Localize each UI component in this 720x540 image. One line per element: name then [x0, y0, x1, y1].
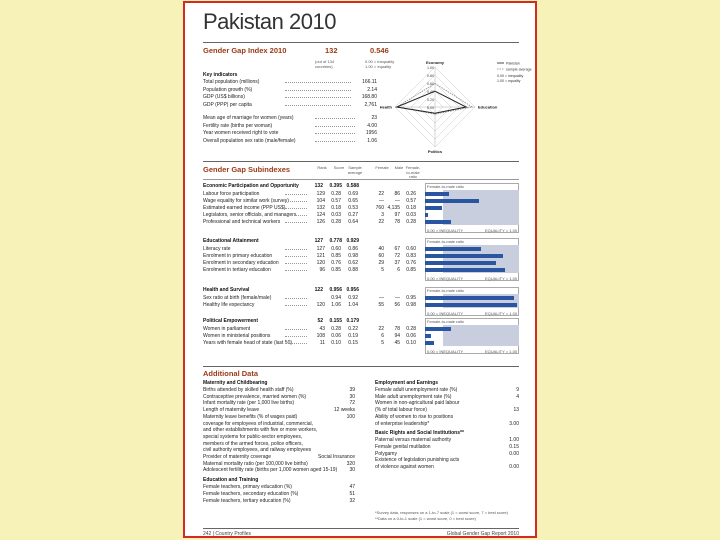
additional-row-value: 0.00: [509, 464, 519, 470]
subindex-cell-ratio: 0.28: [406, 326, 416, 332]
radar-tick-label: 0.80: [427, 74, 434, 78]
footnote-survey: *Survey data, responses on a 1-to-7 scale (1 = worst score, 7 = best score): [375, 510, 508, 515]
subindex-cell-m: 67: [394, 246, 400, 252]
key-indicator-value: 166.11: [362, 79, 377, 85]
subindex-group-name: Economic Participation and Opportunity: [203, 183, 299, 189]
subindex-cell-m: 56: [394, 302, 400, 308]
subindex-cell-m: 4,135: [387, 205, 400, 211]
subindex-cell-ratio: 0.57: [406, 198, 416, 204]
subindex-group-score: 0.155: [329, 318, 342, 324]
leader-dots: [285, 215, 307, 216]
subindex-group-rank: 127: [314, 238, 323, 244]
subindex-cell-ratio: 0.76: [406, 260, 416, 266]
subindex-row-label: Literacy rate: [203, 246, 231, 252]
chart-label: Female-to-male ratio: [427, 184, 464, 189]
additional-row-label: Maternal mortality ratio (per 100,000 live births): [203, 460, 308, 467]
equality-scale-left: 0.00 = INEQUALITY: [427, 275, 464, 281]
gender-gap-index-rank: 132: [325, 46, 338, 55]
subindex-row-label: Wage equality for similar work (survey): [203, 198, 289, 204]
subindex-group-score: 0.778: [329, 238, 342, 244]
chart-label: Female-to-male ratio: [427, 239, 464, 244]
subindex-cell-avg: 1.04: [348, 302, 358, 308]
subindex-cell-f: 29: [378, 260, 384, 266]
ratio-bar: [425, 192, 449, 196]
rank-subtitle: (out of 134 countries): [315, 59, 335, 69]
radar-axis-label: Economy: [425, 60, 445, 65]
subindex-row-label: Healthy life expectancy: [203, 302, 255, 308]
key-indicator-label: Fertility rate (births per woman): [203, 122, 273, 129]
additional-row-label: Women in non-agricultural paid labour: [375, 400, 460, 407]
legend-scale: 1.00 = equality: [497, 79, 521, 83]
subindex-cell-rank: 129: [316, 191, 325, 197]
subindex-cell-score: 0.28: [331, 326, 341, 332]
subindex-cell-avg: 0.15: [348, 340, 358, 346]
additional-row-label: Polygamy: [375, 450, 397, 457]
additional-row-label: civil authority employees, and railway employees: [203, 447, 312, 454]
leader-dots: [285, 249, 307, 250]
additional-row-label: Female teachers, secondary education (%): [203, 490, 299, 497]
subindex-column-header: Rank: [317, 165, 327, 170]
subindex-cell-m: —: [395, 295, 400, 301]
subindex-cell-ratio: 0.18: [406, 205, 416, 211]
additional-row-label: (% of total labour force): [375, 407, 427, 414]
subindex-cell-avg: 0.53: [348, 205, 358, 211]
subindex-row-label: Labour force participation: [203, 191, 260, 197]
additional-row-value: 320: [346, 460, 355, 467]
chart-track: [443, 190, 519, 225]
subindex-cell-rank: 132: [316, 205, 325, 211]
additional-row-value: 30: [349, 467, 355, 474]
subindex-group-rank: 52: [317, 318, 323, 324]
subindex-cell-rank: 104: [316, 198, 325, 204]
subindex-cell-m: 86: [394, 191, 400, 197]
additional-data-heading: Additional Data: [203, 369, 259, 378]
subindex-row-label: Sex ratio at birth (female/male): [203, 295, 272, 301]
key-indicator-label: Overall population sex ratio (male/female): [203, 137, 296, 144]
subindex-cell-score: 0.10: [331, 340, 341, 346]
subindex-cell-avg: 0.65: [348, 198, 358, 204]
key-indicator-label: GDP (US$ billions): [203, 94, 245, 100]
legend-entry: Pakistan: [506, 61, 520, 66]
leader-dots: [285, 222, 307, 223]
subindex-row-label: Estimated earned income (PPP US$): [203, 205, 286, 211]
radar-sample-average: [397, 83, 472, 114]
subindex-cell-ratio: 0.85: [406, 267, 416, 273]
ratio-bar: [425, 327, 451, 331]
subindex-row-label: Years with female head of state (last 50): [203, 340, 293, 346]
ratio-bar: [425, 199, 479, 203]
additional-section-heading: Basic Rights and Social Institutions**: [375, 430, 464, 437]
key-indicator-value: 1956: [365, 130, 377, 136]
ratio-bar: [425, 213, 428, 217]
additional-row-value: 1.00: [509, 437, 519, 444]
subindex-cell-avg: 0.22: [348, 326, 358, 332]
leader-dots: [285, 305, 307, 306]
leader-dots: [285, 194, 307, 195]
additional-section-heading: Employment and Earnings: [375, 380, 439, 386]
additional-row-value: 51: [349, 490, 355, 497]
score-subtitle: 0.00 = inequality 1.00 = equality: [365, 59, 395, 69]
subindex-cell-ratio: 0.10: [406, 340, 416, 346]
additional-row-label: coverage for employees of industrial, commercial,: [203, 420, 314, 427]
ratio-bar: [425, 303, 517, 307]
additional-row-value: 32: [349, 497, 355, 504]
subindex-cell-f: 40: [378, 246, 384, 252]
ratio-bar: [425, 268, 505, 272]
footer-right: Global Gender Gap Report 2010: [446, 531, 519, 537]
footer-rule: [203, 528, 519, 529]
subindex-cell-f: 5: [381, 267, 384, 273]
subindex-cell-m: 72: [394, 253, 400, 259]
subindex-cell-avg: 0.64: [348, 219, 358, 225]
additional-top-rule: [203, 366, 519, 367]
additional-row-label: Existence of legislation punishing acts: [375, 457, 460, 464]
subindex-cell-rank: 124: [316, 212, 325, 218]
key-indicator-value: 168.80: [361, 94, 377, 100]
additional-row-value: 9: [516, 387, 519, 393]
radar-axis-label: Health: [379, 104, 392, 110]
ratio-bar: [425, 334, 431, 338]
subindex-cell-rank: 108: [316, 333, 325, 339]
radar-tick-label: 0.60: [427, 82, 434, 86]
leader-dots: [285, 270, 307, 271]
footer-left: 242 | Country Profiles: [203, 531, 251, 537]
additional-row-label: Female teachers, tertiary education (%): [203, 497, 291, 504]
subindex-group-name: Educational Attainment: [203, 238, 259, 244]
subindex-cell-rank: 11: [319, 340, 325, 346]
subindex-cell-f: —: [379, 198, 384, 204]
subindex-cell-score: 0.28: [331, 219, 341, 225]
ratio-bar: [425, 261, 496, 265]
radar-tick-label: 0.40: [427, 90, 434, 94]
subindex-column-header: Male: [394, 165, 404, 170]
subindex-group-average: 0.588: [346, 183, 359, 189]
subindex-cell-f: 5: [381, 340, 384, 346]
subindex-row-label: Enrolment in primary education: [203, 253, 273, 259]
additional-row-label: Female adult unemployment rate (%): [375, 387, 458, 393]
subindex-cell-score: 0.60: [331, 246, 341, 252]
equality-scale-right: EQUALITY = 1.00: [485, 348, 518, 354]
subindex-cell-score: 0.76: [331, 260, 341, 266]
subindex-cell-score: 0.28: [331, 191, 341, 197]
legend-scale: 0.00 = inequality: [497, 74, 524, 78]
additional-row-label: special systems for public-sector employees,: [203, 433, 303, 440]
additional-row-label: Maternity leave benefits (% of wages paid): [203, 413, 298, 420]
subindex-cell-f: 22: [378, 191, 384, 197]
additional-row-value: 0.00: [509, 450, 519, 457]
key-indicator-label: Total population (millions): [203, 79, 260, 85]
page-title: Pakistan 2010: [203, 9, 336, 34]
subindex-cell-ratio: 0.28: [406, 219, 416, 225]
equality-scale-right: EQUALITY = 1.00: [485, 310, 518, 316]
key-indicator-label: GDP (PPP) per capita: [203, 101, 252, 108]
additional-row-label: Female genital mutilation: [375, 443, 431, 450]
additional-row-label: of enterprise leadership*: [375, 420, 430, 427]
subindex-cell-score: 0.06: [331, 333, 341, 339]
additional-row-label: Length of maternity leave: [203, 407, 260, 414]
subindex-column-header: Score: [333, 165, 345, 170]
equality-scale-left: 0.00 = INEQUALITY: [427, 310, 464, 316]
key-indicator-value: 2.14: [367, 86, 377, 93]
subindex-cell-rank: 120: [316, 260, 325, 266]
equality-scale-left: 0.00 = INEQUALITY: [427, 348, 464, 354]
equality-scale-right: EQUALITY = 1.00: [485, 275, 518, 281]
key-indicator-label: Population growth (%): [203, 86, 253, 93]
gender-gap-index-score: 0.546: [370, 46, 389, 55]
subindex-column-header: Female-to-male ratio: [405, 165, 421, 179]
radar-axis-label: Politics: [427, 149, 443, 154]
leader-dots: [285, 336, 307, 337]
subindex-cell-score: 0.18: [331, 205, 341, 211]
subindex-cell-m: 78: [394, 219, 400, 225]
subindex-cell-rank: 121: [316, 253, 325, 259]
subindex-row-label: Enrolment in secondary education: [203, 260, 279, 266]
key-indicator-label: Mean age of marriage for women (years): [203, 115, 294, 121]
leader-dots: [285, 208, 307, 209]
additional-row-value: Social Insurance: [318, 454, 355, 460]
additional-row-value: 4: [516, 393, 519, 400]
subindex-column-header: Female: [375, 165, 389, 170]
additional-row-value: 72: [349, 400, 355, 407]
additional-row-label: Paternal versus maternal authority: [375, 437, 452, 444]
additional-row-label: Contraceptive prevalence, married women (%): [203, 393, 307, 400]
subindex-row-label: Enrolment in tertiary education: [203, 267, 271, 273]
subindexes-heading: Gender Gap Subindexes: [203, 165, 291, 174]
additional-row-label: Adolescent fertility rate (births per 1,000 women aged 15-19): [203, 467, 338, 474]
subindex-cell-score: 1.06: [331, 302, 341, 308]
key-indicator-value: 2,761: [364, 101, 377, 108]
subindex-group-average: 0.179: [346, 318, 359, 324]
subindex-group-name: Political Empowerment: [203, 318, 259, 324]
subindex-cell-ratio: 0.03: [406, 212, 416, 218]
subindex-group-average: 0.956: [346, 287, 359, 293]
subindex-cell-avg: 0.19: [348, 333, 358, 339]
radar-axis-label: Education: [478, 104, 498, 110]
additional-section-heading: Maternity and Childbearing: [203, 380, 268, 386]
key-indicator-value: 23: [371, 115, 377, 121]
additional-row-label: Ability of women to rise to positions: [375, 413, 454, 420]
ratio-bar: [425, 247, 481, 251]
subindex-group-rank: 132: [314, 183, 323, 189]
subindex-cell-rank: 127: [316, 246, 325, 252]
ratio-bar: [425, 220, 451, 224]
leader-dots: [285, 256, 307, 257]
leader-dots: [285, 263, 307, 264]
additional-row-label: Infant mortality rate (per 1,000 live births): [203, 400, 295, 407]
chart-label: Female-to-male ratio: [427, 319, 464, 324]
subindex-group-name: Health and Survival: [203, 287, 250, 293]
subindex-cell-score: 0.85: [331, 253, 341, 259]
additional-row-value: 13: [513, 407, 519, 414]
additional-row-label: Births attended by skilled health staff (%): [203, 387, 294, 393]
additional-row-value: 100: [346, 413, 355, 420]
radar-tick-label: 1.00: [427, 66, 434, 70]
subindex-cell-score: 0.57: [331, 198, 341, 204]
subindex-cell-rank: 126: [316, 219, 325, 225]
additional-row-label: Female teachers, primary education (%): [203, 484, 292, 491]
subindex-cell-avg: 0.92: [348, 295, 358, 301]
subindex-header-rule: [203, 179, 519, 180]
subindex-row-label: Women in ministerial positions: [203, 333, 271, 339]
footnote-scale: **Data on a 0-to-1 scale (1 = worst score, 0 = best score): [375, 516, 476, 521]
key-indicators-heading: Key indicators: [203, 72, 238, 78]
additional-section-heading: Education and Training: [203, 477, 259, 484]
subindex-cell-ratio: 0.95: [406, 295, 416, 301]
subindex-cell-rank: 120: [316, 302, 325, 308]
additional-row-label: members of the armed forces, police officers,: [203, 440, 303, 447]
subindex-group-score: 0.395: [329, 183, 342, 189]
gender-gap-index-label: Gender Gap Index 2010: [203, 46, 287, 55]
leader-dots: [285, 201, 307, 202]
subindex-cell-rank: 43: [319, 326, 325, 332]
key-indicator-label: Year women received right to vote: [203, 130, 279, 136]
key-indicator-value: 1.06: [367, 137, 377, 144]
subindex-cell-avg: 0.62: [348, 260, 358, 266]
legend-entry: sample average: [506, 67, 532, 72]
subindex-cell-f: 55: [378, 302, 384, 308]
additional-row-value: 0.15: [509, 443, 519, 450]
subindex-cell-m: 37: [394, 260, 400, 266]
subindex-cell-f: 3: [381, 212, 384, 218]
radar-tick-label: 0.20: [427, 98, 434, 102]
equality-scale-left: 0.00 = INEQUALITY: [427, 227, 464, 233]
equality-scale-right: EQUALITY = 1.00: [485, 227, 518, 233]
subindex-cell-ratio: 0.60: [406, 246, 416, 252]
subindex-cell-f: 22: [378, 326, 384, 332]
ratio-bar: [425, 296, 514, 300]
subindex-cell-f: 60: [378, 253, 384, 259]
subindex-cell-f: —: [379, 295, 384, 301]
subindex-cell-avg: 0.27: [348, 212, 358, 218]
subindex-cell-ratio: 0.06: [406, 333, 416, 339]
additional-row-value: 30: [349, 393, 355, 400]
subindex-row-label: Women in parliament: [203, 326, 251, 332]
additional-row-label: and other establishments with five or more workers,: [203, 427, 318, 434]
chart-track: [443, 325, 519, 346]
chart-label: Female-to-male ratio: [427, 288, 464, 293]
additional-row-label: Male adult unemployment rate (%): [375, 393, 452, 400]
additional-row-value: 47: [349, 484, 355, 491]
subindex-cell-avg: 0.86: [348, 246, 358, 252]
subindex-cell-score: 0.85: [331, 267, 341, 273]
subindex-cell-m: 45: [394, 340, 400, 346]
leader-dots: [285, 343, 307, 344]
leader-dots: [285, 298, 307, 299]
subindex-group-rank: 122: [314, 287, 323, 293]
ratio-bar: [425, 254, 503, 258]
subindex-cell-m: —: [395, 198, 400, 204]
subindex-cell-score: 0.94: [331, 295, 341, 301]
subindex-cell-score: 0.03: [331, 212, 341, 218]
radar-tick-label: 0.00: [427, 106, 434, 110]
subindex-cell-m: 78: [394, 326, 400, 332]
ratio-bar: [425, 341, 434, 345]
additional-row-value: 12 weeks: [333, 407, 355, 414]
subindex-cell-ratio: 0.98: [406, 302, 416, 308]
additional-row-label: Provider of maternity coverage: [203, 454, 272, 460]
subindex-cell-f: 6: [381, 333, 384, 339]
radar-chart: [379, 55, 535, 159]
subindex-row-label: Professional and technical workers: [203, 219, 281, 225]
subindex-top-rule: [203, 161, 519, 162]
country-profile-page: [183, 1, 537, 538]
subindex-column-header: Sample average: [347, 165, 363, 175]
subindex-cell-ratio: 0.26: [406, 191, 416, 197]
subindex-cell-avg: 0.69: [348, 191, 358, 197]
ratio-bar: [425, 206, 442, 210]
additional-row-value: 39: [349, 387, 355, 393]
subindex-cell-m: 97: [394, 212, 400, 218]
subindex-cell-m: 94: [394, 333, 400, 339]
subindex-cell-ratio: 0.83: [406, 253, 416, 259]
subindex-cell-m: 6: [397, 267, 400, 273]
leader-dots: [285, 329, 307, 330]
subindex-cell-avg: 0.88: [348, 267, 358, 273]
subindex-cell-avg: 0.98: [348, 253, 358, 259]
subindex-cell-f: 22: [378, 219, 384, 225]
additional-row-label: of violence against women: [375, 464, 434, 470]
additional-row-value: 3.00: [509, 420, 519, 427]
subindex-group-score: 0.956: [329, 287, 342, 293]
subindex-cell-rank: 96: [319, 267, 325, 273]
subindex-row-label: Legislators, senior officials, and managers: [203, 212, 297, 218]
key-indicator-value: 4.00: [367, 122, 377, 129]
subindex-cell-f: 760: [375, 205, 384, 211]
subindex-group-average: 0.929: [346, 238, 359, 244]
title-rule: [203, 42, 519, 43]
